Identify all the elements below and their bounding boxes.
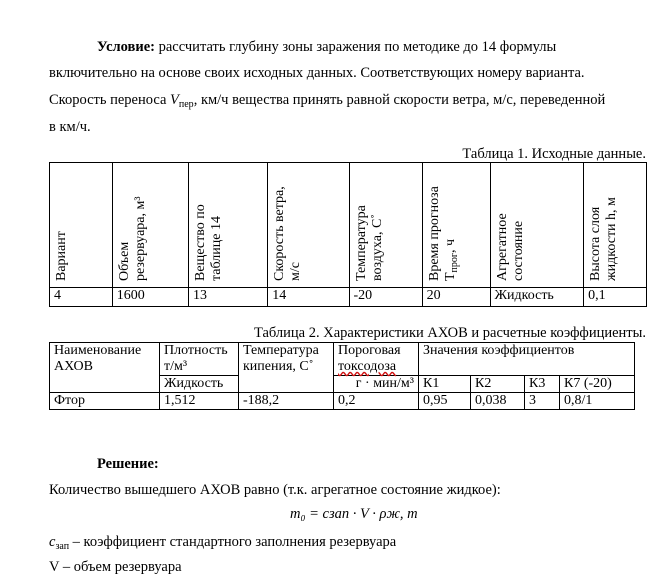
table2-header-name: Наименование АХОВ xyxy=(50,343,160,393)
table1-header-volume: Объем резервуара, м³ xyxy=(116,196,148,281)
table1-header-temperature: Температура воздуха, С˚ xyxy=(353,205,385,281)
table2-cell: 0,038 xyxy=(471,393,525,410)
table2-header-toxodose: Пороговая токсодоза xyxy=(334,343,419,376)
table1-cell: -20 xyxy=(349,288,422,307)
table1-header-wind: Скорость ветра, м/с xyxy=(272,186,304,281)
condition-line-4: в км/ч. xyxy=(49,119,91,135)
table1-cell: 1600 xyxy=(112,288,188,307)
condition-line-1: Условие: рассчитать глубину зоны заражения по методике до 14 формулы xyxy=(97,39,557,55)
table2-k1: К1 xyxy=(419,376,471,393)
table2-sub-density: Жидкость xyxy=(160,376,239,393)
table1-cell: 4 xyxy=(50,288,113,307)
table1 xyxy=(49,162,647,307)
condition-line-2: включительно на основе своих исходных данных. Соответствующих номеру варианта. xyxy=(49,65,585,81)
table2-cell: Фтор xyxy=(50,393,160,410)
table2-header-coefficients: Значения коэффициентов xyxy=(419,343,635,376)
table1-header-height: Высота слоя жидкости h, м xyxy=(588,197,620,281)
table1-cell: 0,1 xyxy=(584,288,647,307)
table1-cell: 14 xyxy=(268,288,349,307)
table1-cell: Жидкость xyxy=(490,288,584,307)
formula: m₀ = cзап · V · ρж, т xyxy=(290,506,418,522)
condition-label: Условие: xyxy=(97,39,155,55)
table2-cell: 0,95 xyxy=(419,393,471,410)
table2-cell: 3 xyxy=(525,393,560,410)
table1-header-variant: Вариант xyxy=(54,231,69,281)
table2-cell: -188,2 xyxy=(239,393,334,410)
table1-header-forecast: Время прогноза $Т_{прог}$, ч xyxy=(426,186,460,281)
table1-cell: 20 xyxy=(422,288,490,307)
condition-line-3: Скорость переноса $V_{пер}$, км/ч вещества принять равной скорости ветра, м/с, переведенной xyxy=(49,92,606,110)
table1-cell: 13 xyxy=(188,288,267,307)
table2-caption: Таблица 2. Характеристики АХОВ и расчетные коэффициенты. xyxy=(253,325,646,341)
table2-k2: К2 xyxy=(471,376,525,393)
table2-header-density: Плотность т/м³ xyxy=(160,343,239,376)
table2-header-row xyxy=(50,343,635,376)
table2-sub-tox: г · мин/м³ xyxy=(334,376,419,393)
table1-header-row xyxy=(50,163,647,288)
table2-row xyxy=(50,393,635,410)
solution-label: Решение: xyxy=(97,456,159,472)
table2-k3: К3 xyxy=(525,376,560,393)
table2-cell: 0,8/1 xyxy=(560,393,635,410)
definition-v: V – объем резервуара xyxy=(49,559,182,575)
solution-line-1: Количество вышедшего АХОВ равно (т.к. агрегатное состояние жидкое): xyxy=(49,482,501,498)
table1-row xyxy=(50,288,647,307)
table1-header-substance: Вещество по таблице 14 xyxy=(192,204,224,281)
table2-cell: 1,512 xyxy=(160,393,239,410)
table1-header-state: Агрегатное состояние xyxy=(494,213,526,281)
table2-cell: 0,2 xyxy=(334,393,419,410)
table2-header-boil: Температура кипения, С˚ xyxy=(239,343,334,393)
definition-c: $c_{зап}$ – коэффициент стандартного заполнения резервуара xyxy=(49,534,397,552)
table1-caption: Таблица 1. Исходные данные. xyxy=(462,146,646,162)
table2-k7: К7 (-20) xyxy=(560,376,635,393)
table2 xyxy=(49,342,635,410)
